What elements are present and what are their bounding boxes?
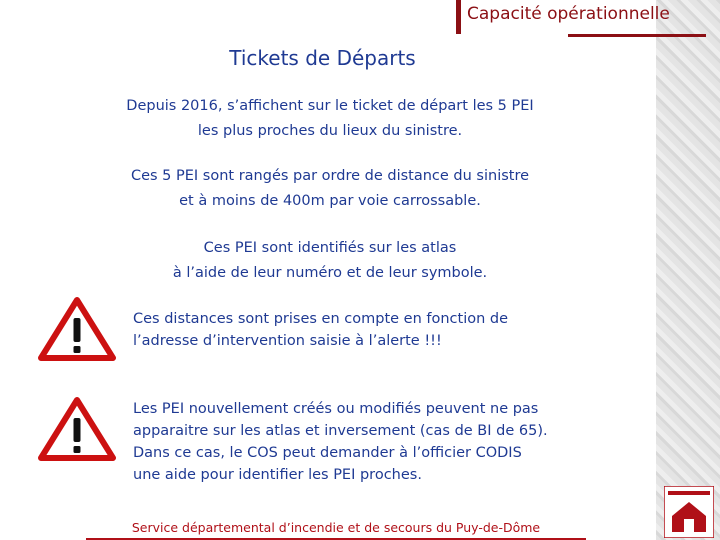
warning-line: une aide pour identifier les PEI proches.: [133, 467, 422, 483]
warning-text-2: [133, 398, 613, 486]
footer-text: Service départemental d’incendie et de secours du Puy-de-Dôme: [131, 520, 541, 535]
paragraph-3: [60, 236, 600, 286]
paragraph-line: à l’aide de leur numéro et de leur symbole.: [172, 265, 488, 281]
paragraph-2: [60, 164, 600, 214]
header-accent-bar: [456, 0, 461, 34]
warning-text-1: [133, 308, 613, 352]
paragraph-line: les plus proches du lieux du sinistre.: [197, 123, 463, 139]
paragraph-line: Ces PEI sont identifiés sur les atlas: [203, 240, 457, 256]
paragraph-line: Ces 5 PEI sont rangés par ordre de distance du sinistre: [130, 168, 530, 184]
header-title: Capacité opérationnelle: [467, 4, 670, 24]
warning-triangle-icon: [38, 296, 116, 362]
warning-line: apparaitre sur les atlas et inversement (cas de BI de 65).: [133, 423, 548, 439]
paragraph-line: et à moins de 400m par voie carrossable.: [179, 193, 481, 209]
warning-line: Les PEI nouvellement créés ou modifiés peuvent ne pas: [133, 401, 539, 417]
sdis-house-logo-icon: [664, 486, 714, 538]
header-underline: [568, 34, 706, 37]
slide-title: Tickets de Départs: [229, 46, 416, 70]
warning-line: Dans ce cas, le COS peut demander à l’officier CODIS: [133, 445, 522, 461]
paragraph-line: Depuis 2016, s’affichent sur le ticket de départ les 5 PEI: [126, 98, 534, 114]
warning-triangle-icon: [38, 396, 116, 462]
warning-line: l’adresse d’intervention saisie à l’alerte !!!: [133, 333, 442, 349]
warning-line: Ces distances sont prises en compte en fonction de: [133, 311, 509, 327]
paragraph-1: [60, 94, 600, 144]
